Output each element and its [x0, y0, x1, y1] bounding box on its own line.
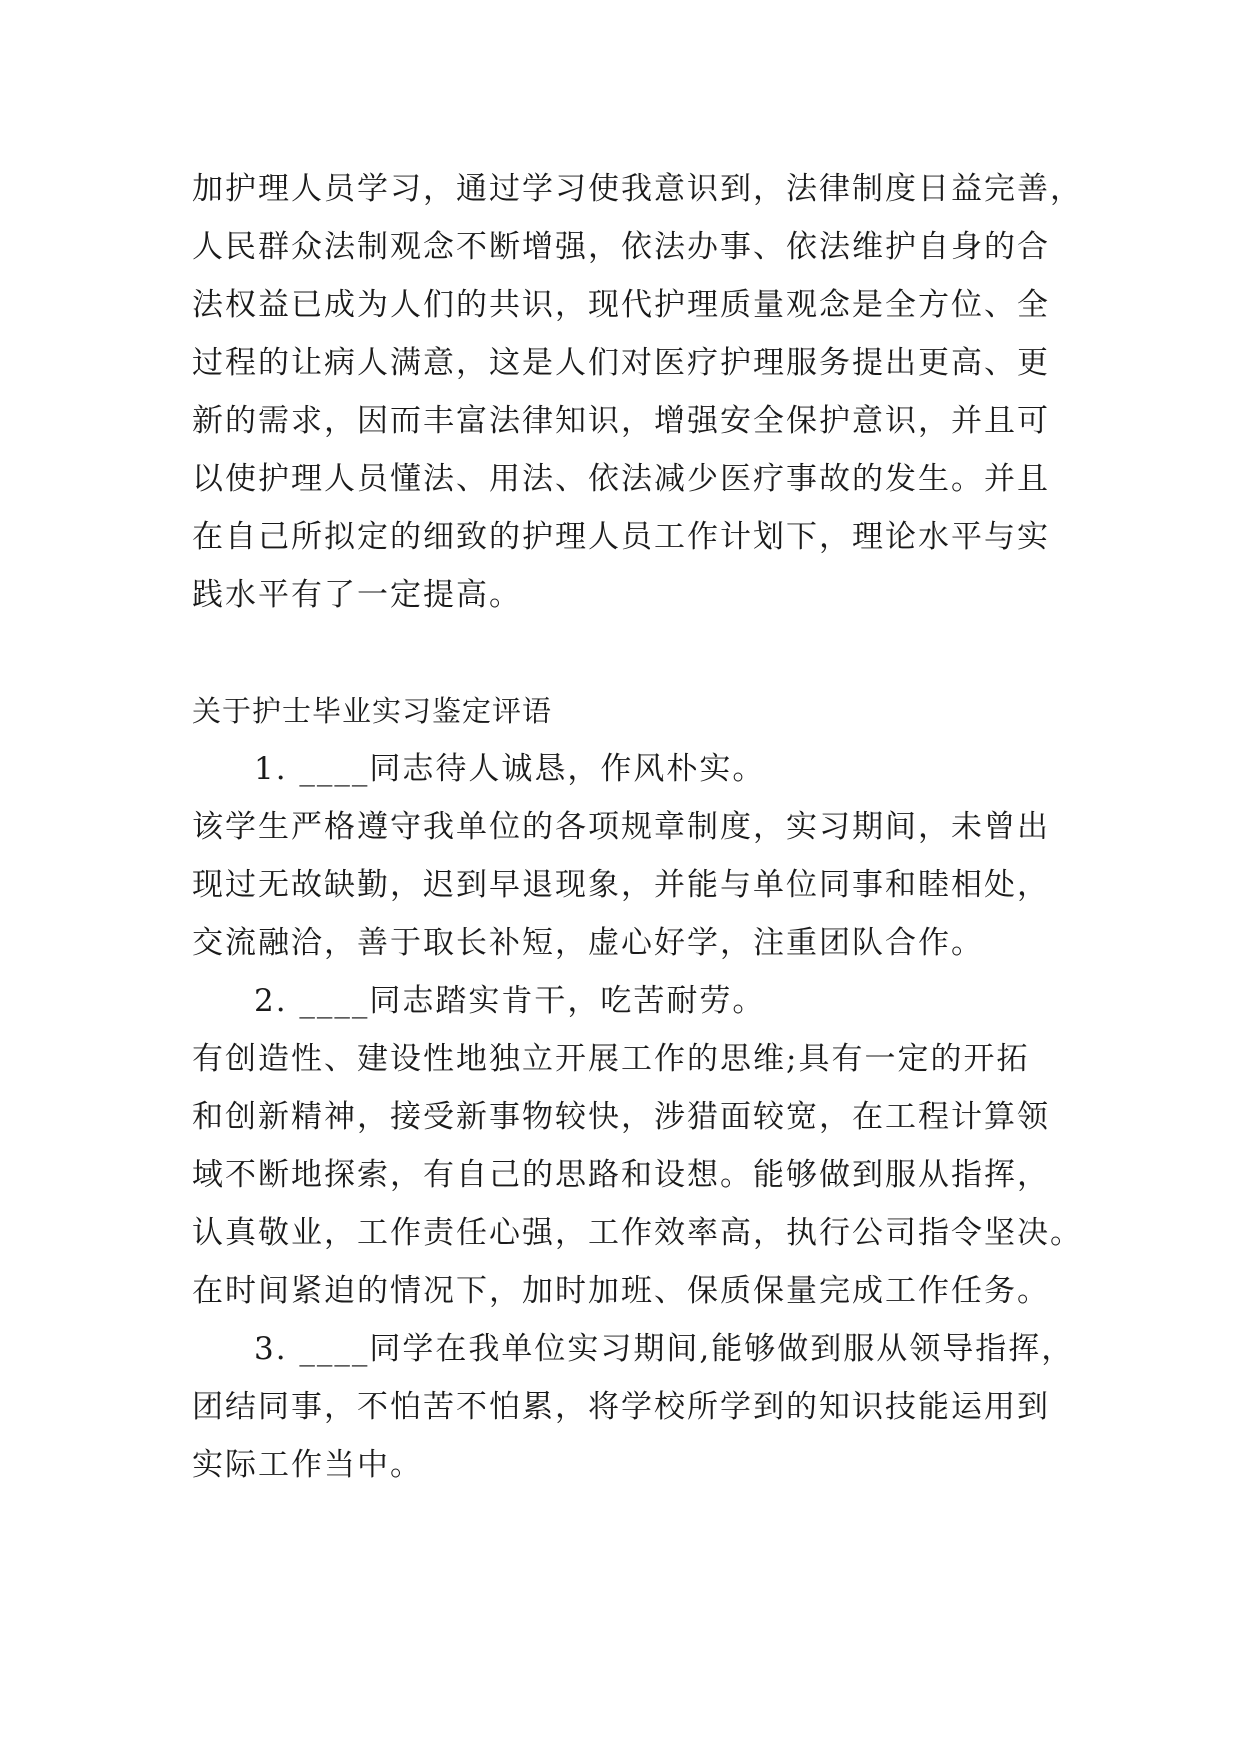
text-line: 有创造性、建设性地独立开展工作的思维;具有一定的开拓 [192, 1041, 1030, 1077]
text-line: 团结同事，不怕苦不怕累，将学校所学到的知识技能运用到 [192, 1389, 1050, 1425]
text-line: 加护理人员学习，通过学习使我意识到，法律制度日益完善， [192, 171, 1083, 207]
item-heading: 3. ____同学在我单位实习期间,能够做到服从领导指挥， [254, 1331, 1075, 1367]
text-line: 和创新精神，接受新事物较快，涉猎面较宽，在工程计算领 [192, 1099, 1050, 1135]
text-line: 该学生严格遵守我单位的各项规章制度，实习期间，未曾出 [192, 809, 1050, 845]
text-line: 践水平有了一定提高。 [192, 577, 522, 613]
item-heading: 2. ____同志踏实肯干，吃苦耐劳。 [254, 983, 766, 1019]
text-line: 现过无故缺勤，迟到早退现象，并能与单位同事和睦相处， [192, 867, 1050, 903]
text-line: 以使护理人员懂法、用法、依法减少医疗事故的发生。并且 [192, 461, 1050, 497]
text-line: 过程的让病人满意，这是人们对医疗护理服务提出更高、更 [192, 345, 1050, 381]
section-title: 关于护士毕业实习鉴定评语 [192, 694, 553, 728]
text-line: 交流融洽，善于取长补短，虚心好学，注重团队合作。 [192, 925, 984, 961]
text-line: 域不断地探索，有自己的思路和设想。能够做到服从指挥， [192, 1157, 1050, 1193]
text-line: 实际工作当中。 [192, 1447, 423, 1483]
text-line: 认真敬业，工作责任心强，工作效率高，执行公司指令坚决。 [192, 1215, 1083, 1251]
text-line: 法权益已成为人们的共识，现代护理质量观念是全方位、全 [192, 287, 1050, 323]
evaluation-item-2 [192, 972, 1083, 1320]
paragraph-spacer [192, 624, 1072, 682]
text-line: 人民群众法制观念不断增强，依法办事、依法维护自身的合 [192, 229, 1050, 265]
document-page [192, 160, 1083, 1494]
item-heading: 1. ____同志待人诚恳，作风朴实。 [254, 751, 766, 787]
evaluation-item-1 [192, 740, 1072, 972]
text-line: 新的需求，因而丰富法律知识，增强安全保护意识，并且可 [192, 403, 1050, 439]
text-line: 在自己所拟定的细致的护理人员工作计划下，理论水平与实 [192, 519, 1050, 555]
paragraph-nursing-study [192, 160, 1083, 624]
evaluation-item-3 [192, 1320, 1075, 1494]
text-line: 在时间紧迫的情况下，加时加班、保质保量完成工作任务。 [192, 1273, 1050, 1309]
